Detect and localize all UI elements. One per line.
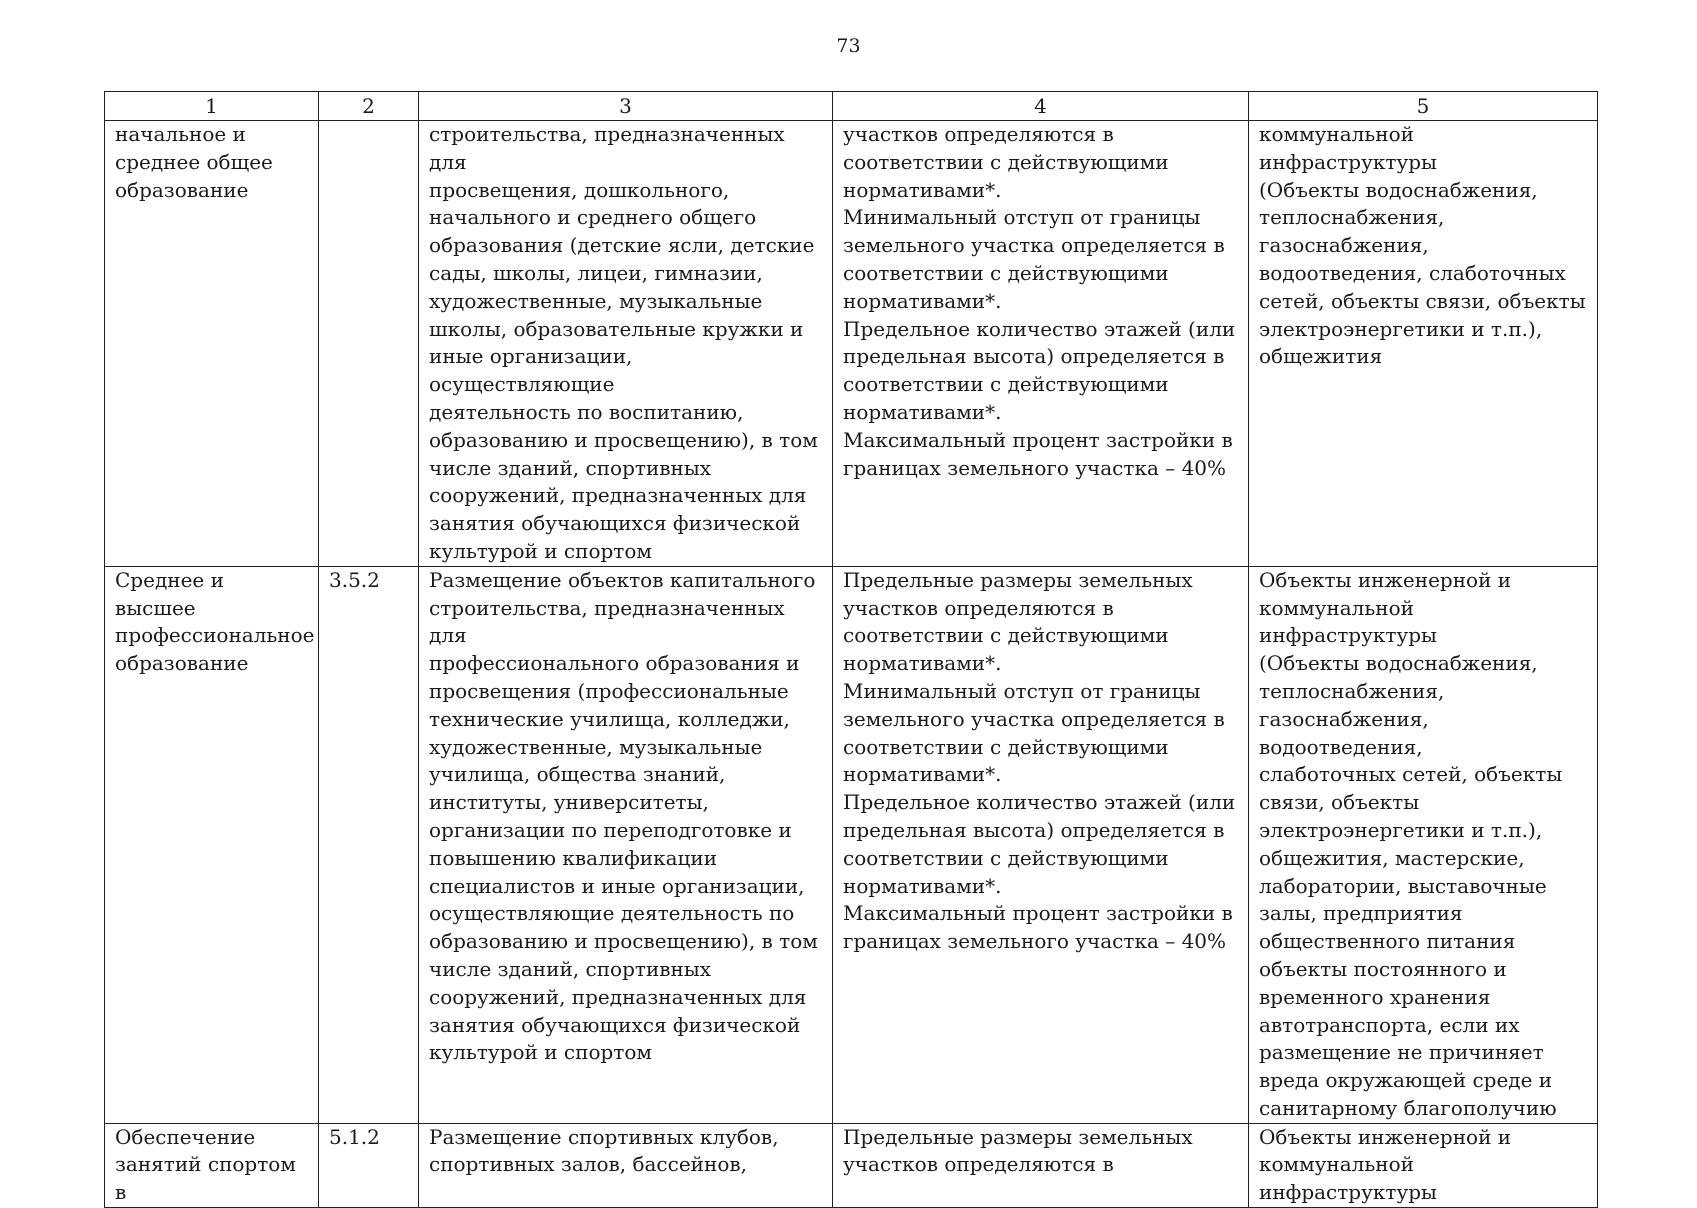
auxiliary-uses-cell <box>1249 121 1598 567</box>
use-description-cell <box>419 121 833 567</box>
auxiliary-uses-cell <box>1249 1123 1598 1207</box>
use-parameters-cell <box>833 121 1249 567</box>
use-parameters-cell <box>833 566 1249 1123</box>
use-name-cell <box>105 1123 319 1207</box>
use-parameters-cell <box>833 1123 1249 1207</box>
auxiliary-uses: Объекты инженерной и коммунальной инфраструктуры <box>1259 1124 1512 1205</box>
use-code: 5.1.2 <box>329 1124 380 1149</box>
use-description: строительства, предназначенных для просвещения, дошкольного, начального и среднего общего образования (детские ясли, детские сады, школы, лицеи, гимназии, художественные, музыкальные школы, образовательные кружки и иные организации, осуществляющие деятельность по воспитанию, образованию и просвещению), в том числе зданий, спортивных сооружений, предназначенных для занятия обучающихся физической культурой и спортом <box>429 122 818 563</box>
land-use-table <box>104 91 1598 1208</box>
use-code: 3.5.2 <box>329 567 380 592</box>
column-header-1: 1 <box>105 92 319 121</box>
use-code-cell <box>319 566 419 1123</box>
use-parameters: Предельные размеры земельных участков определяются в соответствии с действующими нормативами*. Минимальный отступ от границы земельного участка определяется в соответствии с действующими нормативами*. Предельное количество этажей (или предельная высота) определяется в соответствии с действующими нормативами*. Максимальный процент застройки в границах земельного участка – 40% <box>843 567 1236 954</box>
column-header-4: 4 <box>833 92 1249 121</box>
auxiliary-uses: коммунальной инфраструктуры (Объекты водоснабжения, теплоснабжения, газоснабжения, водоотведения, слаботочных сетей, объекты связи, объекты электроэнергетики и т.п.), общежития <box>1259 122 1586 369</box>
use-description-cell <box>419 1123 833 1207</box>
use-name: начальное и среднее общее образование <box>115 122 273 202</box>
column-header-5: 5 <box>1249 92 1598 121</box>
use-description-cell <box>419 566 833 1123</box>
auxiliary-uses-cell <box>1249 566 1598 1123</box>
use-name: Среднее и высшее профессиональное образование <box>115 567 315 676</box>
column-header-3: 3 <box>419 92 833 121</box>
use-code-cell <box>319 1123 419 1207</box>
table-row <box>105 566 1598 1123</box>
use-description: Размещение объектов капитального строительства, предназначенных для профессионального образования и просвещения (профессиональные технические училища, колледжи, художественные, музыкальные училища, общества знаний, институты, университеты, организации по переподготовке и повышению квалификации специалистов и иные организации, осуществляющие деятельность по образованию и просвещению), в том числе зданий, спортивных сооружений, предназначенных для занятия обучающихся физической культурой и спортом <box>429 567 818 1065</box>
use-description: Размещение спортивных клубов, спортивных залов, бассейнов, <box>429 1124 779 1177</box>
column-header-2: 2 <box>319 92 419 121</box>
page-number: 73 <box>836 35 861 57</box>
use-name-cell <box>105 121 319 567</box>
use-name-cell <box>105 566 319 1123</box>
auxiliary-uses: Объекты инженерной и коммунальной инфраструктуры (Объекты водоснабжения, теплоснабжения, газоснабжения, водоотведения, слаботочных сетей, объекты связи, объекты электроэнергетики и т.п.), общежития, мастерские, лаборатории, выставочные залы, предприятия общественного питания объекты постоянного и временного хранения автотранспорта, если их размещение не причиняет вреда окружающей среде и санитарному благополучию <box>1259 567 1563 1120</box>
table-row <box>105 121 1598 567</box>
use-name: Обеспечение занятий спортом в <box>115 1124 296 1205</box>
use-parameters: Предельные размеры земельных участков определяются в <box>843 1124 1193 1177</box>
use-parameters: участков определяются в соответствии с действующими нормативами*. Минимальный отступ от границы земельного участка определяется в соответствии с действующими нормативами*. Предельное количество этажей (или предельная высота) определяется в соответствии с действующими нормативами*. Максимальный процент застройки в границах земельного участка – 40% <box>843 122 1236 480</box>
table-header-row <box>105 92 1598 121</box>
table-row <box>105 1123 1598 1207</box>
use-code-cell <box>319 121 419 567</box>
